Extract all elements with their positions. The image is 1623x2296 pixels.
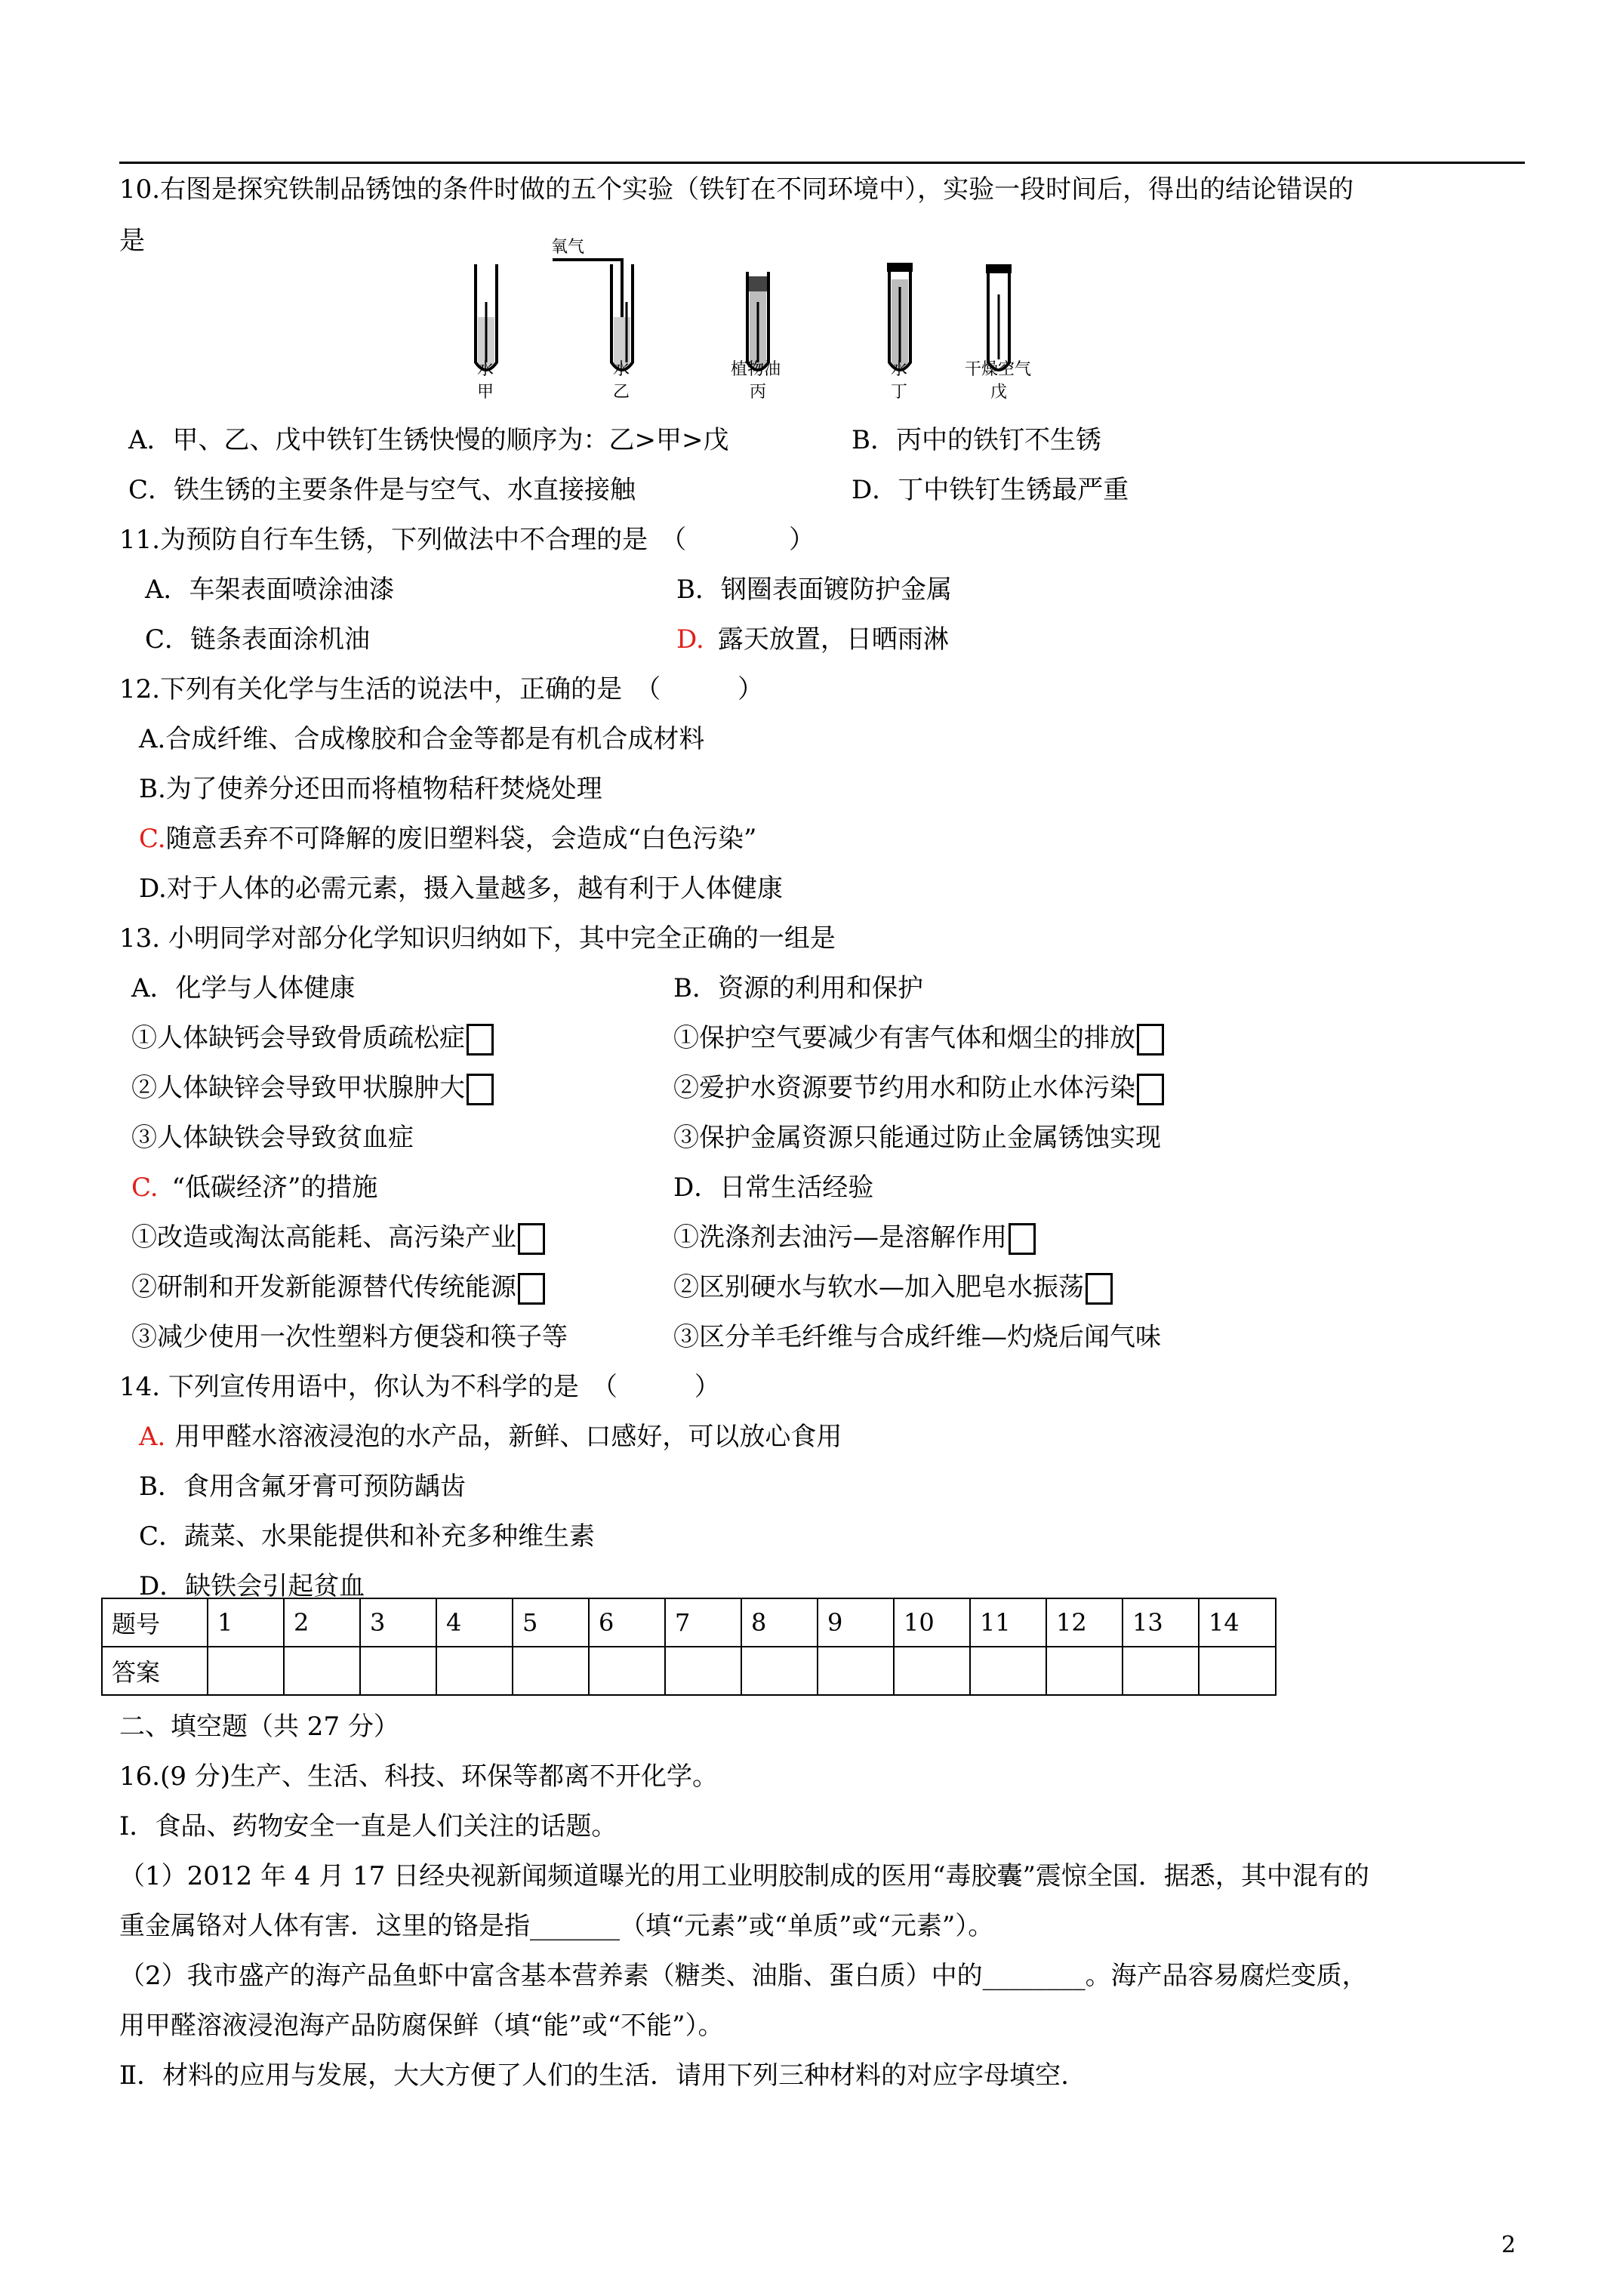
- question-number-cell: 3: [360, 1598, 436, 1647]
- question-number-cell: 12: [1046, 1598, 1123, 1647]
- question-number-cell: 14: [1199, 1598, 1276, 1647]
- answer-box[interactable]: [467, 1074, 494, 1105]
- tube-2-content: 水: [613, 360, 630, 379]
- question-number-cell: 10: [894, 1598, 970, 1647]
- figure-gas-label: 氧气: [551, 238, 585, 257]
- answer-box[interactable]: [518, 1223, 545, 1255]
- q14-option-a-letter: A.: [139, 1422, 166, 1452]
- answer-box[interactable]: [518, 1273, 545, 1305]
- q13-c1: [131, 1220, 545, 1255]
- q13-b3: ③保护金属资源只能通过防止金属锈蚀实现: [673, 1123, 1161, 1153]
- question-number-cell: 9: [818, 1598, 894, 1647]
- q13-b1: [673, 1021, 1164, 1056]
- q12-option-c-letter: C.: [139, 824, 166, 854]
- rusting-experiment-figure: [453, 227, 1072, 408]
- q12-option-c-text: 随意丢弃不可降解的废旧塑料袋，会造成“白色污染”: [165, 824, 757, 854]
- q13-d1-text: ①洗涤剂去油污—是溶解作用: [673, 1222, 1007, 1253]
- tube-ding: [887, 263, 913, 370]
- q11-option-a: A．车架表面喷涂油漆: [145, 575, 395, 605]
- q13-a3: ③人体缺铁会导致贫血症: [131, 1123, 414, 1153]
- q10-option-a: A．甲、乙、戊中铁钉生锈快慢的顺序为：乙>甲>戊: [128, 425, 729, 455]
- q13-stem: 13. 小明同学对部分化学知识归纳如下，其中完全正确的一组是: [119, 923, 836, 954]
- answer-cell[interactable]: [970, 1647, 1046, 1695]
- question-number-cell: 8: [741, 1598, 818, 1647]
- q13-d1: [673, 1220, 1036, 1255]
- question-number-cell: 13: [1123, 1598, 1199, 1647]
- answer-cell[interactable]: [665, 1647, 741, 1695]
- answer-cell[interactable]: [894, 1647, 970, 1695]
- answer-cell[interactable]: [741, 1647, 818, 1695]
- q13-c2-text: ②研制和开发新能源替代传统能源: [131, 1272, 516, 1302]
- q16-p1-line2: 重金属铬对人体有害．这里的铬是指_______（填“元素”或“单质”或“元素”）。: [119, 1911, 994, 1941]
- tube-4-name: 丁: [891, 383, 908, 402]
- tube-bing: [747, 272, 768, 370]
- q12-stem: 12.下列有关化学与生活的说法中，正确的是 （ ）: [119, 674, 764, 704]
- answer-box[interactable]: [467, 1024, 494, 1056]
- q13-d2: [673, 1270, 1113, 1305]
- q13-b2-text: ②爱护水资源要节约用水和防止水体污染: [673, 1073, 1135, 1103]
- tube-1-name: 甲: [477, 383, 494, 402]
- q10-stem: 10.右图是探究铁制品锈蚀的条件时做的五个实验（铁钉在不同环境中），实验一段时间后，得出的结论错误的: [119, 174, 1354, 205]
- q14-stem: 14. 下列宣传用语中，你认为不科学的是 （ ）: [119, 1372, 720, 1402]
- q11-stem: 11.为预防自行车生锈，下列做法中不合理的是 （ ）: [119, 525, 815, 555]
- answer-cell[interactable]: [1046, 1647, 1123, 1695]
- q13-b2: [673, 1071, 1164, 1105]
- q10-option-b: B．丙中的铁钉不生锈: [852, 425, 1101, 455]
- q13-d2-text: ②区别硬水与软水—加入肥皂水振荡: [673, 1272, 1084, 1302]
- q13-a1: [131, 1021, 494, 1056]
- q13-a2-text: ②人体缺锌会导致甲状腺肿大: [131, 1073, 465, 1103]
- question-number-cell: 6: [589, 1598, 665, 1647]
- answer-cell[interactable]: [208, 1647, 284, 1695]
- top-rule: [119, 162, 1525, 164]
- q12-option-b: B.为了使养分还田而将植物秸秆焚烧处理: [139, 774, 602, 804]
- q12-option-a: A.合成纤维、合成橡胶和合金等都是有机合成材料: [139, 724, 705, 754]
- q13-d-title: D．日常生活经验: [673, 1173, 874, 1203]
- q13-c-letter: C.: [131, 1173, 159, 1203]
- answer-box[interactable]: [1086, 1273, 1113, 1305]
- q10-option-d: D．丁中铁钉生锈最严重: [852, 475, 1129, 505]
- q11-option-c: C．链条表面涂机油: [145, 624, 371, 655]
- table-row: [102, 1598, 1276, 1647]
- q16-stem: 16.(9 分)生产、生活、科技、环保等都离不开化学。: [119, 1761, 719, 1792]
- tube-3-name: 丙: [750, 383, 767, 402]
- q10-stem-cont: 是: [119, 226, 145, 256]
- q11-option-d-letter: D.: [676, 624, 704, 655]
- q11-option-d: [676, 622, 949, 657]
- question-number-cell: 2: [284, 1598, 360, 1647]
- answer-cell[interactable]: [284, 1647, 360, 1695]
- section2-title: 二、填空题（共 27 分）: [119, 1712, 399, 1742]
- q13-a1-text: ①人体缺钙会导致骨质疏松症: [131, 1023, 465, 1053]
- answer-cell[interactable]: [513, 1647, 589, 1695]
- q14-option-d: D．缺铁会引起贫血: [139, 1571, 365, 1601]
- tube-5-content: 干燥空气: [965, 360, 1032, 379]
- tube-4-content: 水: [891, 360, 908, 379]
- answer-cell[interactable]: [1199, 1647, 1276, 1695]
- q16-part1: Ⅰ．食品、药物安全一直是人们关注的话题。: [119, 1811, 617, 1841]
- q13-a-title: A．化学与人体健康: [131, 973, 356, 1003]
- q10-option-c: C．铁生锈的主要条件是与空气、水直接接触: [128, 475, 636, 505]
- q16-part2: Ⅱ．材料的应用与发展，大大方便了人们的生活．请用下列三种材料的对应字母填空.: [119, 2060, 1069, 2091]
- q13-a2: [131, 1071, 494, 1105]
- tube-5-name: 戊: [990, 383, 1008, 402]
- q13-c-title-text: “低碳经济”的措施: [171, 1173, 378, 1203]
- q13-c3: ③减少使用一次性塑料方便袋和筷子等: [131, 1322, 568, 1352]
- q16-p2-line1: （2）我市盛产的海产品鱼虾中富含基本营养素（糖类、油脂、蛋白质）中的________。海产品容易腐烂变质，: [119, 1961, 1368, 1991]
- table-row: [102, 1647, 1276, 1695]
- row-label-answer: 答案: [102, 1647, 208, 1695]
- q13-c2: [131, 1270, 545, 1305]
- q16-p2-line2: 用甲醛溶液浸泡海产品防腐保鲜（填“能”或“不能”）。: [119, 2011, 724, 2041]
- question-number-cell: 4: [436, 1598, 513, 1647]
- answer-cell[interactable]: [360, 1647, 436, 1695]
- answer-cell[interactable]: [818, 1647, 894, 1695]
- answer-cell[interactable]: [589, 1647, 665, 1695]
- answer-box[interactable]: [1009, 1223, 1036, 1255]
- q13-b1-text: ①保护空气要减少有害气体和烟尘的排放: [673, 1023, 1135, 1053]
- q13-b-title: B．资源的利用和保护: [673, 973, 923, 1003]
- q14-option-b: B．食用含氟牙膏可预防龋齿: [139, 1472, 466, 1502]
- q13-c1-text: ①改造或淘汰高能耗、高污染产业: [131, 1222, 516, 1253]
- tube-jia: [476, 264, 497, 370]
- page-number: 2: [1501, 2232, 1516, 2258]
- q11-option-b: B．钢圈表面镀防护金属: [676, 575, 952, 605]
- answer-table: [101, 1598, 1277, 1696]
- tube-wu: [986, 264, 1012, 370]
- q13-c-title: [131, 1170, 377, 1205]
- tube-2-name: 乙: [613, 383, 630, 402]
- question-number-cell: 1: [208, 1598, 284, 1647]
- q11-option-d-text: 露天放置，日晒雨淋: [717, 624, 949, 655]
- answer-box[interactable]: [1137, 1074, 1164, 1105]
- question-number-cell: 11: [970, 1598, 1046, 1647]
- q14-option-c: C．蔬菜、水果能提供和补充多种维生素: [139, 1521, 596, 1552]
- q14-option-a-text: 用甲醛水溶液浸泡的水产品，新鲜、口感好，可以放心食用: [174, 1422, 842, 1452]
- q16-p1-line1: （1）2012 年 4 月 17 日经央视新闻频道曝光的用工业明胶制成的医用“毒胶囊”震惊全国．据悉，其中混有的: [119, 1861, 1369, 1891]
- q12-option-c: [139, 821, 756, 856]
- q14-option-a: [139, 1419, 842, 1454]
- answer-cell[interactable]: [436, 1647, 513, 1695]
- question-number-cell: 5: [513, 1598, 589, 1647]
- answer-box[interactable]: [1137, 1024, 1164, 1056]
- row-label-number: 题号: [102, 1598, 208, 1647]
- tube-1-content: 水: [477, 360, 494, 379]
- q13-d3: ③区分羊毛纤维与合成纤维—灼烧后闻气味: [673, 1322, 1161, 1352]
- answer-cell[interactable]: [1123, 1647, 1199, 1695]
- tube-3-content: 植物油: [731, 360, 781, 379]
- question-number-cell: 7: [665, 1598, 741, 1647]
- q12-option-d: D.对于人体的必需元素，摄入量越多，越有利于人体健康: [139, 874, 783, 904]
